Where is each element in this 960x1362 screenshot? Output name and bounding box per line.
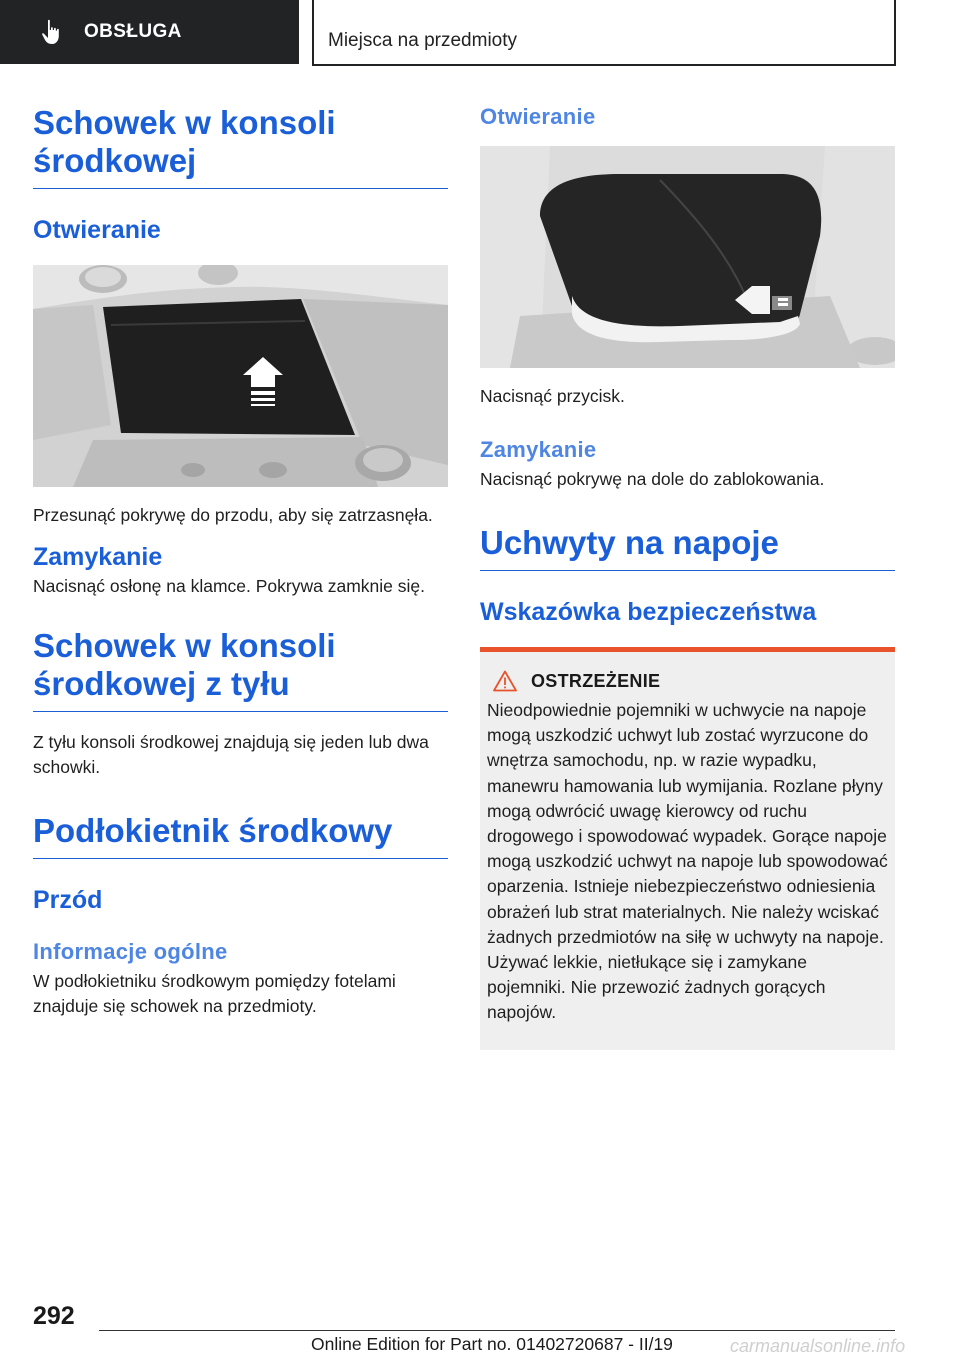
console-cover-illustration <box>33 265 448 487</box>
footer-divider <box>99 1330 895 1331</box>
heading-front: Przód <box>33 886 103 914</box>
chapter-title: Miejsca na przedmioty <box>312 0 896 66</box>
heading-closing-armrest: Zamykanie <box>480 437 597 462</box>
warning-box <box>480 647 895 1050</box>
text-rear: Z tyłu konsoli środkowej znajdują się jeden lub dwa schowki. <box>33 732 429 777</box>
heading-safety-note: Wskazówka bezpieczeństwa <box>480 598 817 626</box>
heading-rear-console-storage: Schowek w konsoli środkowej z tyłu <box>33 627 448 712</box>
heading-cup-holders: Uchwyty na napoje <box>480 524 895 571</box>
heading-center-armrest: Podłokietnik środkowy <box>33 812 448 859</box>
left-column <box>33 104 448 1019</box>
text-closing: Nacisnąć osłonę na klamce. Pokrywa zamknie się. <box>33 576 425 596</box>
text-closing-armrest: Nacisnąć pokrywę na dole do zablokowania. <box>480 469 825 489</box>
text-press-button: Nacisnąć przycisk. <box>480 386 625 406</box>
section-label: OBSŁUGA <box>84 21 182 42</box>
heading-center-console-storage: Schowek w konsoli środkowej <box>33 104 448 189</box>
text-opening: Przesunąć pokrywę do przodu, aby się zatrzasnęła. <box>33 505 433 525</box>
heading-opening: Otwieranie <box>33 216 161 244</box>
heading-general-info: Informacje ogólne <box>33 939 228 964</box>
heading-closing: Zamykanie <box>33 543 163 571</box>
section-tab <box>0 0 299 64</box>
page-header <box>0 0 960 66</box>
warning-text: Nieodpowiednie pojemniki w uchwycie na napoje mogą uszkodzić uchwyt lub zostać wyrzucone do wnętrza samochodu, np. w razie wypadku, manewru hamowania lub wymijania. Rozlane płyny mogą odwrócić uwagę kierowcy od ruchu drogowego i spowodować wypadek. Gorące napoje mogą uszkodzić uchwyt na napoje lub spowodować oparzenia. Istnieje niebezpieczeństwo odniesienia obrażeń lub strat materialnych. Nie należy wciskać żadnych przedmiotów na siłę w uchwyty na napoje. Używać lekkie, nietłukące się i zamykane pojemniki. Nie przewozić żadnych gorących napojów. <box>487 700 888 1023</box>
text-general-info: W podłokietniku środkowym pomiędzy fotelami znajduje się schowek na przedmioty. <box>33 971 396 1016</box>
right-column <box>480 104 895 1050</box>
hand-pointer-icon <box>40 19 64 45</box>
figure-armrest <box>480 146 895 368</box>
edition-text: Online Edition for Part no. 01402720687 - II/19 <box>311 1334 673 1354</box>
warning-triangle-icon <box>493 670 517 692</box>
heading-opening-armrest: Otwieranie <box>480 104 596 129</box>
warning-header <box>487 670 889 692</box>
page-number: 292 <box>33 1302 75 1330</box>
watermark: carmanualsonline.info <box>730 1336 906 1356</box>
warning-title: OSTRZEŻENIE <box>531 670 661 691</box>
figure-console-cover <box>33 265 448 487</box>
armrest-illustration <box>480 146 895 368</box>
